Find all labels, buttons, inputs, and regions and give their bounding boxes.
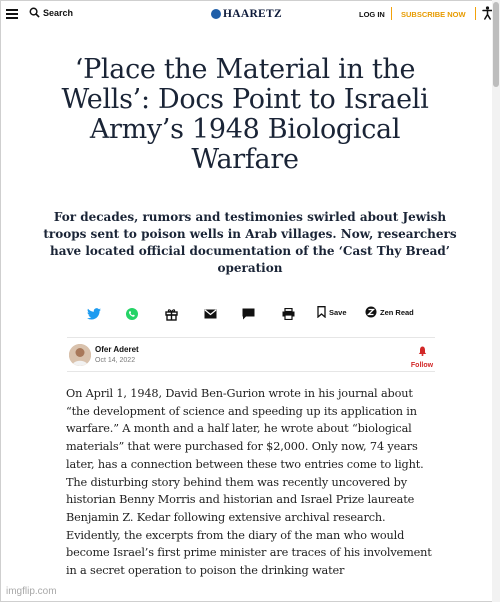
bookmark-icon xyxy=(317,306,326,318)
zen-read-label: Zen Read xyxy=(380,307,414,317)
save-button[interactable] xyxy=(317,306,347,318)
avatar[interactable] xyxy=(69,344,91,366)
save-label: Save xyxy=(329,307,347,317)
follow-button[interactable] xyxy=(407,343,437,369)
search-label: Search xyxy=(43,7,74,18)
follow-label: Follow xyxy=(410,362,434,369)
subscribe-link[interactable]: SUBSCRIBE NOW xyxy=(401,10,466,19)
scrollbar[interactable] xyxy=(492,0,500,602)
top-bar xyxy=(0,0,492,30)
header-divider xyxy=(391,7,392,20)
haaretz-logo[interactable] xyxy=(211,8,282,20)
author-byline xyxy=(67,337,435,372)
article-subheadline: For decades, rumors and testimonies swirled about Jewish troops sent to poison wells in Arab villages. Now, researchers have located official documentation of the ‘Cast Thy Bread’ operation xyxy=(43,210,457,275)
bell-icon xyxy=(418,346,427,356)
logo-text: HAARETZ xyxy=(223,8,282,20)
publish-date: Oct 14, 2022 xyxy=(95,357,136,364)
login-link[interactable]: LOG IN xyxy=(359,10,385,19)
share-bar xyxy=(80,303,440,327)
search-button[interactable] xyxy=(29,7,73,18)
hamburger-menu-icon[interactable] xyxy=(6,9,18,19)
zen-read-icon xyxy=(365,306,377,318)
twitter-icon[interactable] xyxy=(86,306,102,322)
zen-read-button[interactable] xyxy=(365,306,414,318)
mail-icon[interactable] xyxy=(202,306,218,322)
article-body: On April 1, 1948, David Ben-Gurion wrote in his journal about “the development of science and speeding up its application in warfare.” A month and a half later, he wrote about “biological materials” that were purchased for $2,000. Only now, 74 years later, has a connection between these two entries come to light. The disturbing story behind them was recently uncovered by historian Benny Morris and historian and Israel Prize laureate Benjamin Z. Kedar following extensive archival research. Evidently, the excerpts from the diary of the man who would become Israel’s first prime minister are traces of his involvement in a secret operation to poison the drinking water xyxy=(66,387,432,578)
header-divider xyxy=(475,7,476,20)
whatsapp-icon[interactable] xyxy=(124,306,140,322)
logo-mark-icon xyxy=(211,9,221,19)
gift-icon[interactable] xyxy=(163,306,179,322)
article-headline: ‘Place the Material in the Wells’: Docs Point to Israeli Army’s 1948 Biological Warfare xyxy=(61,54,429,175)
scrollbar-thumb[interactable] xyxy=(493,2,499,87)
search-icon xyxy=(29,7,40,18)
author-name[interactable]: Ofer Aderet xyxy=(95,345,139,354)
comment-icon[interactable] xyxy=(240,306,256,322)
imgflip-watermark: imgflip.com xyxy=(6,586,57,597)
print-icon[interactable] xyxy=(280,306,296,322)
